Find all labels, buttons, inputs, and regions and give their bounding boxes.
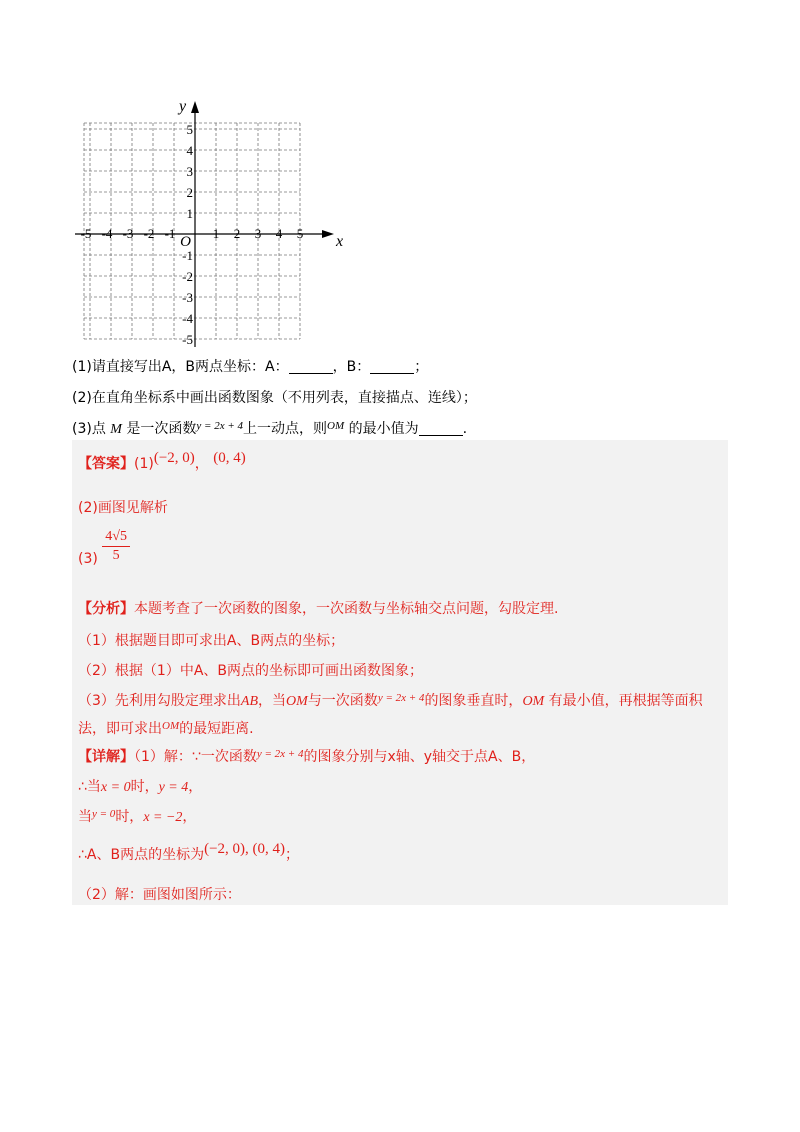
- q3-mid: 是一次函数: [126, 421, 197, 437]
- q3-function: y = 2x + 4: [196, 420, 244, 432]
- detail-d3-a: 当: [78, 809, 92, 825]
- analysis-p3-e: 有最小值，再根据等面积: [548, 693, 703, 709]
- detail-points: (−2, 0), (0, 4): [204, 841, 286, 857]
- y-tick-label: 1: [186, 206, 193, 221]
- detail-d2-c: ，: [188, 779, 203, 795]
- answer-sep: ，: [194, 456, 209, 472]
- analysis-om: OM: [286, 694, 308, 709]
- q3-post: 的最小值为: [348, 421, 419, 437]
- analysis-p1: （1）根据题目即可求出A、B两点的坐标；: [78, 633, 345, 649]
- analysis-om-3: OM: [162, 720, 180, 732]
- x-axis-arrow: [322, 230, 334, 238]
- detail-d2-cond: x = 0: [100, 780, 131, 795]
- question-2: [72, 387, 477, 409]
- analysis-line-4: [78, 718, 254, 741]
- q1-text: (1)请直接写出A，B两点坐标：A：: [72, 359, 289, 375]
- q3-end: .: [462, 421, 468, 437]
- detail-function: y = 2x + 4: [256, 748, 304, 760]
- x-axis-label: x: [336, 233, 344, 250]
- origin-label: O: [180, 234, 191, 250]
- x-tick-label: -3: [122, 226, 134, 241]
- analysis-function: y = 2x + 4: [377, 692, 425, 704]
- detail-d2-res: y = 4: [158, 780, 189, 795]
- answer-point-b: (0, 4): [213, 450, 246, 466]
- analysis-p2: （2）根据（1）中A、B两点的坐标即可画出函数图象；: [78, 663, 423, 679]
- y-tick-label: -5: [182, 332, 193, 347]
- detail-d3-cond: y = 0: [92, 808, 116, 820]
- q1-blank-a: [289, 357, 333, 374]
- q3-blank: [419, 419, 463, 436]
- q3-mid2: 上一动点，则: [243, 421, 328, 437]
- detail-d3-c: ，: [182, 809, 197, 825]
- q3-om: OM: [327, 420, 345, 432]
- analysis-p3-d: 的图象垂直时，: [424, 693, 523, 709]
- answer-3-prefix: (3): [78, 550, 98, 567]
- q2-text: (2)在直角坐标系中画出函数图象（不用列表，直接描点、连线）；: [72, 390, 477, 406]
- analysis-p3-a: （3）先利用勾股定理求出: [78, 693, 241, 709]
- detail-line-4: [78, 841, 300, 866]
- detail-d4-a: ∴A、B两点的坐标为: [78, 847, 205, 863]
- analysis-line-3: [78, 690, 703, 713]
- analysis-ab: AB: [240, 694, 259, 709]
- x-tick-label: -4: [101, 226, 113, 241]
- analysis-p3-b: ，当: [258, 693, 287, 709]
- detail-d2-a: ∴当: [78, 779, 101, 795]
- answer-line-1: [78, 450, 246, 475]
- analysis-text: 本题考查了一次函数的图象，一次函数与坐标轴交点问题，勾股定理.: [134, 601, 559, 617]
- detail-line-2: [78, 776, 202, 799]
- answer-point-a: (−2, 0): [153, 450, 195, 466]
- q1-end: ；: [414, 359, 429, 375]
- answer-line-2: [78, 497, 168, 519]
- q1-blank-b: [370, 357, 414, 374]
- analysis-p4-a: 法，即可求出: [78, 721, 162, 737]
- question-3: [72, 418, 467, 441]
- y-tick-label: -4: [182, 311, 193, 326]
- detail-line-3: [78, 806, 196, 829]
- detail-d3-res: x = −2: [143, 810, 183, 825]
- fraction-denominator: 5: [112, 548, 120, 563]
- q3-pre: (3)点: [72, 421, 106, 437]
- q3-point-m: M: [110, 422, 122, 437]
- analysis-tag: 【分析】: [78, 601, 134, 617]
- x-tick-label: 2: [233, 226, 241, 241]
- analysis-p3-c: 与一次函数: [307, 693, 378, 709]
- answer-tag: 【答案】: [78, 456, 134, 472]
- detail-d1-a: （1）解：∵一次函数: [134, 749, 257, 765]
- analysis-line-2: [78, 660, 423, 682]
- y-axis-label: y: [179, 98, 187, 115]
- analysis-line-0: [78, 598, 558, 620]
- fraction-numerator: 4√5: [102, 528, 130, 547]
- analysis-p4-b: 的最短距离.: [179, 721, 254, 737]
- detail-line-1: [78, 746, 535, 769]
- x-tick-label: 5: [296, 226, 304, 241]
- detail-d2-b: 时，: [130, 779, 159, 795]
- y-tick-label: 5: [186, 122, 193, 137]
- y-axis-arrow: [191, 101, 199, 113]
- x-tick-label: 1: [212, 226, 220, 241]
- coordinate-grid: [70, 90, 344, 352]
- y-tick-label: -2: [182, 269, 193, 284]
- detail-tag: 【详解】: [78, 749, 134, 765]
- q1-label-b: ，B：: [332, 359, 371, 375]
- detail-d4-b: ；: [285, 847, 300, 863]
- analysis-om-2: OM: [522, 694, 545, 709]
- y-tick-label: 2: [186, 185, 193, 200]
- analysis-line-1: [78, 630, 344, 652]
- x-tick-label: 3: [254, 226, 262, 241]
- detail-d5: （2）解：画图如图所示：: [78, 887, 241, 903]
- answer-2: (2)画图见解析: [78, 500, 168, 516]
- y-tick-label: 4: [186, 143, 193, 158]
- answer-line-3: [78, 528, 130, 565]
- question-1: [72, 356, 428, 378]
- answer-1-prefix: (1): [134, 456, 154, 472]
- x-tick-label: -5: [80, 226, 92, 241]
- detail-d1-b: 的图象分别与x轴、y轴交于点A、B，: [303, 749, 536, 765]
- x-tick-label: -1: [164, 226, 176, 241]
- x-tick-label: 4: [275, 226, 283, 241]
- x-tick-label: -2: [143, 226, 155, 241]
- y-tick-label: 3: [186, 164, 193, 179]
- answer-3-fraction: [102, 528, 130, 565]
- y-tick-label: -1: [182, 248, 193, 263]
- y-tick-label: -3: [182, 290, 193, 305]
- detail-d3-b: 时，: [115, 809, 144, 825]
- detail-line-5: [78, 884, 241, 906]
